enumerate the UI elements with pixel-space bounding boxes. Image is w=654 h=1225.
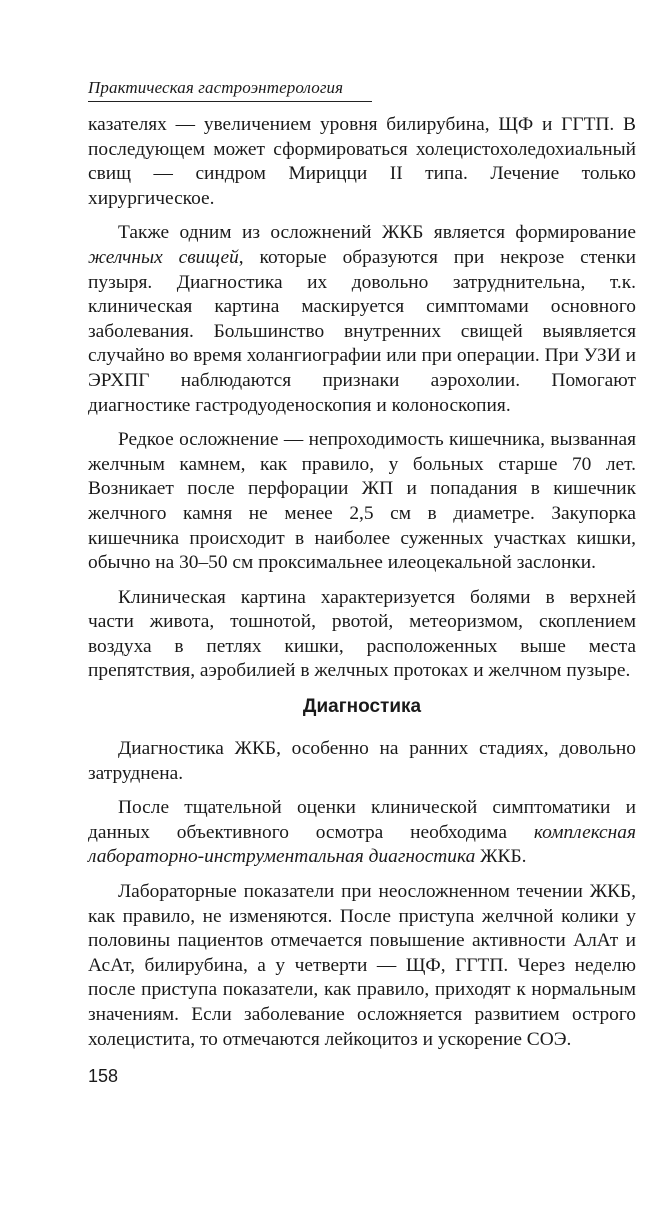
section-complications xyxy=(88,113,636,684)
running-head-rule xyxy=(88,101,372,102)
section-heading-diagnostics: Диагностика xyxy=(302,696,422,717)
paragraph-mirizzi: казателях — увеличением уровня билирубина, ЩФ и ГГТП. В последующем может сформироваться холецистохоледохиальный свищ — синдром Мирицци II типа. Лечение только хирургическое. xyxy=(88,114,636,209)
section-diagnostics xyxy=(88,737,636,1052)
paragraph-obstruction: Редкое осложнение — непроходимость кишечника, вызванная желчным камнем, как правило, у больных старше 70 лет. Возникает после перфорации ЖП и попадания в кишечник желчного камня не менее 2,5 см в диаметре. Закупорка кишечника происходит в наиболее суженных участках кишки, обычно на 30–50 см проксимальнее илеоцекальной заслонки. xyxy=(88,429,636,574)
paragraph-diagnostics-intro: Диагностика ЖКБ, особенно на ранних стадиях, довольно затруднена. xyxy=(88,738,636,784)
paragraph-clinical-picture: Клиническая картина характеризуется болями в верхней части живота, тошнотой, рвотой, метеоризмом, скоплением воздуха в петлях кишки, расположенных выше места препятствия, аэробилией в желчных протоках и желчном пузыре. xyxy=(88,586,636,682)
paragraph-fistulas: Также одним из осложнений ЖКБ является формирование желчных свищей, которые образуются при некрозе стенки пузыря. Диагностика их довольно затруднительна, т.к. клиническая картина маскируется симптомами основного заболевания. Большинство внутренних свищей выявляется случайно во время холангиографии или при операции. При УЗИ и ЭРХПГ наблюдаются признаки аэрохолии. Помогают диагностике гастродуоденоскопия и колоноскопия. xyxy=(88,222,636,416)
emphasis-fistulas: желчных свищей xyxy=(88,246,239,268)
running-head: Практическая гастроэнтерология xyxy=(88,78,344,97)
emphasis-complex-diagnostics: комплексная лабораторно-инструментальная диагностика xyxy=(88,821,636,868)
paragraph-complex-diagnostics: После тщательной оценки клинической симптоматики и данных объективного осмотра необходима комплексная лабораторно-инструментальная диагностика ЖКБ. xyxy=(88,797,636,868)
paragraph-lab-values: Лабораторные показатели при неосложненном течении ЖКБ, как правило, не изменяются. После приступа желчной колики у половины пациентов отмечается повышение активности АлАт и АсАт, билирубина, а у четверти — ЩФ, ГГТП. Через неделю после приступа показатели, как правило, приходят к нормальным значениям. Если заболевание осложняется развитием острого холецистита, то отмечаются лейкоцитоз и ускорение СОЭ. xyxy=(88,880,636,1050)
page-number: 158 xyxy=(88,1066,119,1086)
